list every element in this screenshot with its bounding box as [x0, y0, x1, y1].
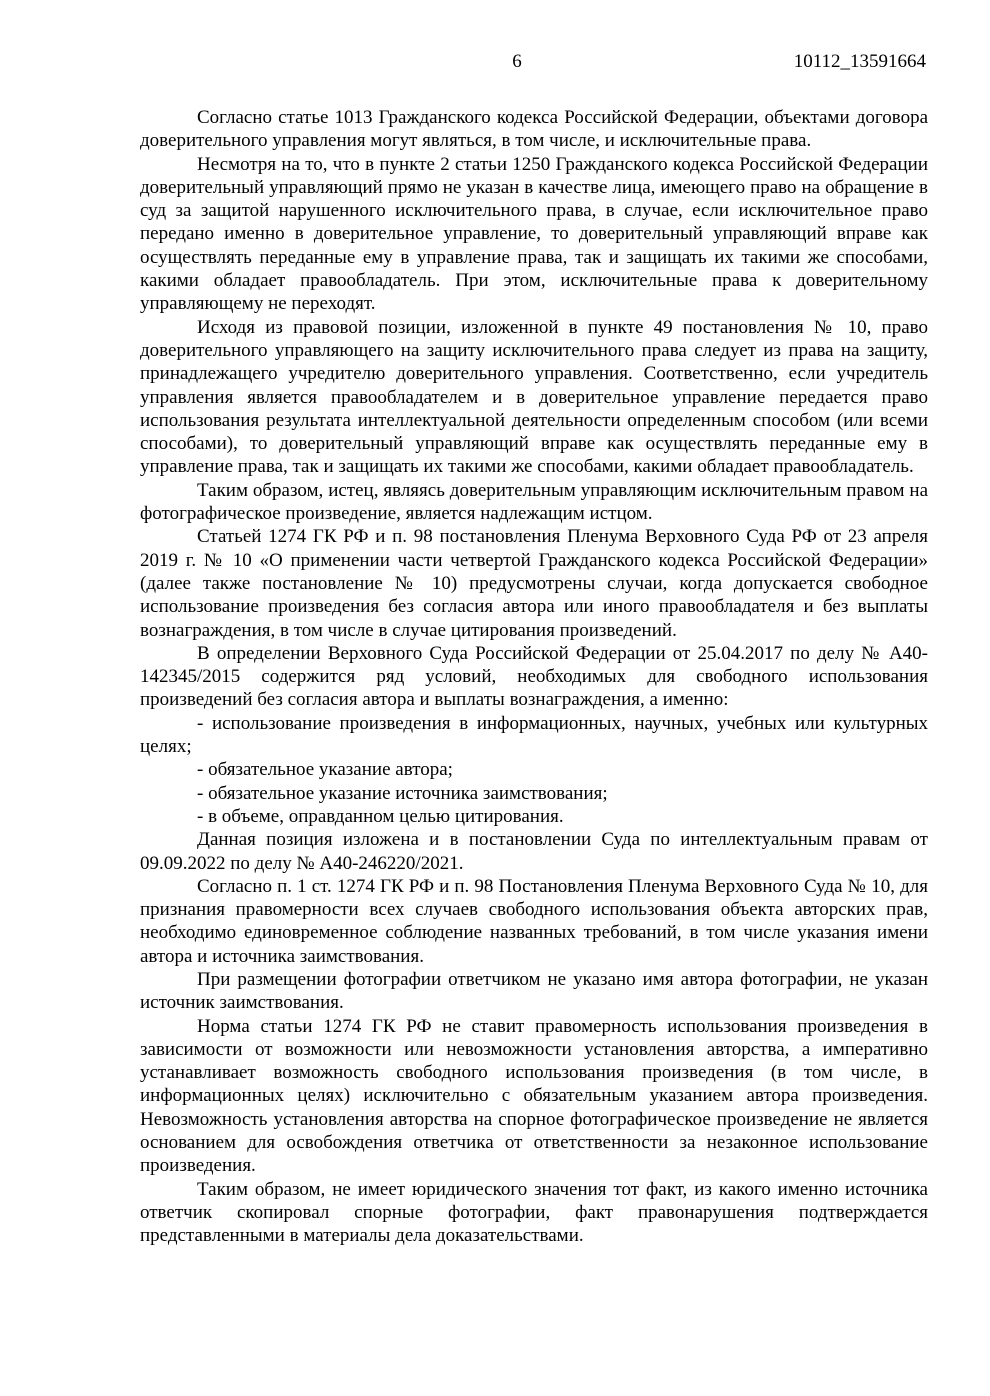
paragraph: В определении Верховного Суда Российской Федерации от 25.04.2017 по делу № А40-142345/2015 содержится ряд условий, необходимых для свободного использования произведений без согласия автора и выплаты вознаграждения, а именно: — [140, 642, 928, 711]
paragraph: Статьей 1274 ГК РФ и п. 98 постановления Пленума Верховного Суда РФ от 23 апреля 2019 г. № 10 «О применении части четвертой Гражданского кодекса Российской Федерации» (далее также постановление № 10) предусмотрены случаи, когда допускается свободное использование произведения без согласия автора или иного правообладателя и без выплаты вознаграждения, в том числе в случае цитирования произведений. — [140, 526, 928, 641]
document-body — [140, 106, 928, 1248]
list-item-paragraph: - в объеме, оправданном целью цитирования. — [197, 805, 564, 827]
list-item-paragraph: - использование произведения в информационных, научных, учебных или культурных целях; — [140, 712, 928, 758]
paragraph: Таким образом, истец, являясь доверительным управляющим исключительным правом на фотографическое произведение, является надлежащим истцом. — [140, 479, 928, 525]
paragraph: Таким образом, не имеет юридического значения тот факт, из какого именно источника ответчик скопировал спорные фотографии, факт правонарушения подтверждается представленными в материалы дела доказательствами. — [140, 1178, 928, 1247]
paragraph: При размещении фотографии ответчиком не указано имя автора фотографии, не указан источник заимствования. — [140, 968, 928, 1014]
list-item-paragraph: - обязательное указание автора; — [197, 759, 453, 781]
list-item-paragraph: - обязательное указание источника заимствования; — [197, 782, 608, 804]
paragraph: Исходя из правовой позиции, изложенной в пункте 49 постановления № 10, право доверительного управляющего на защиту исключительного права следует из права на защиту, принадлежащего учредителю доверительного управления. Соответственно, если учредитель управления является правообладателем и в доверительное управление передается право использования результата интеллектуальной деятельности определенным способом (или всеми способами), то доверительный управляющий вправе как осуществлять переданные ему в управление права, так и защищать их такими же способами, какими обладает правообладатель. — [140, 316, 928, 478]
document-id: 10112_13591664 — [793, 51, 926, 72]
paragraph: Норма статьи 1274 ГК РФ не ставит правомерность использования произведения в зависимости от возможности или невозможности установления авторства, а императивно устанавливает возможность свободного использования произведения (в том числе, в информационных целях) исключительно с обязательным указанием автора произведения. Невозможность установления авторства на спорное фотографическое произведение не является основанием для освобождения ответчика от ответственности за незаконное использование произведения. — [140, 1015, 928, 1177]
page-number: 6 — [512, 51, 522, 72]
paragraph: Несмотря на то, что в пункте 2 статьи 1250 Гражданского кодекса Российской Федерации доверительный управляющий прямо не указан в качестве лица, имеющего право на обращение в суд за защитой нарушенного исключительного права, в случае, если исключительное право передано именно в доверительное управление, то доверительный управляющий вправе как осуществлять переданные ему в управление права, так и защищать их такими же способами, какими обладает правообладатель. При этом, исключительные права к доверительному управляющему не переходят. — [140, 153, 928, 315]
paragraph: Данная позиция изложена и в постановлении Суда по интеллектуальным правам от 09.09.2022 по делу № А40-246220/2021. — [140, 829, 928, 874]
paragraph: Согласно п. 1 ст. 1274 ГК РФ и п. 98 Постановления Пленума Верховного Суда № 10, для признания правомерности всех случаев свободного использования объекта авторских прав, необходимо единовременное соблюдение названных требований, в том числе указания имени автора и источника заимствования. — [140, 875, 928, 967]
paragraph: Согласно статье 1013 Гражданского кодекса Российской Федерации, объектами договора доверительного управления могут являться, в том числе, и исключительные права. — [140, 107, 928, 152]
